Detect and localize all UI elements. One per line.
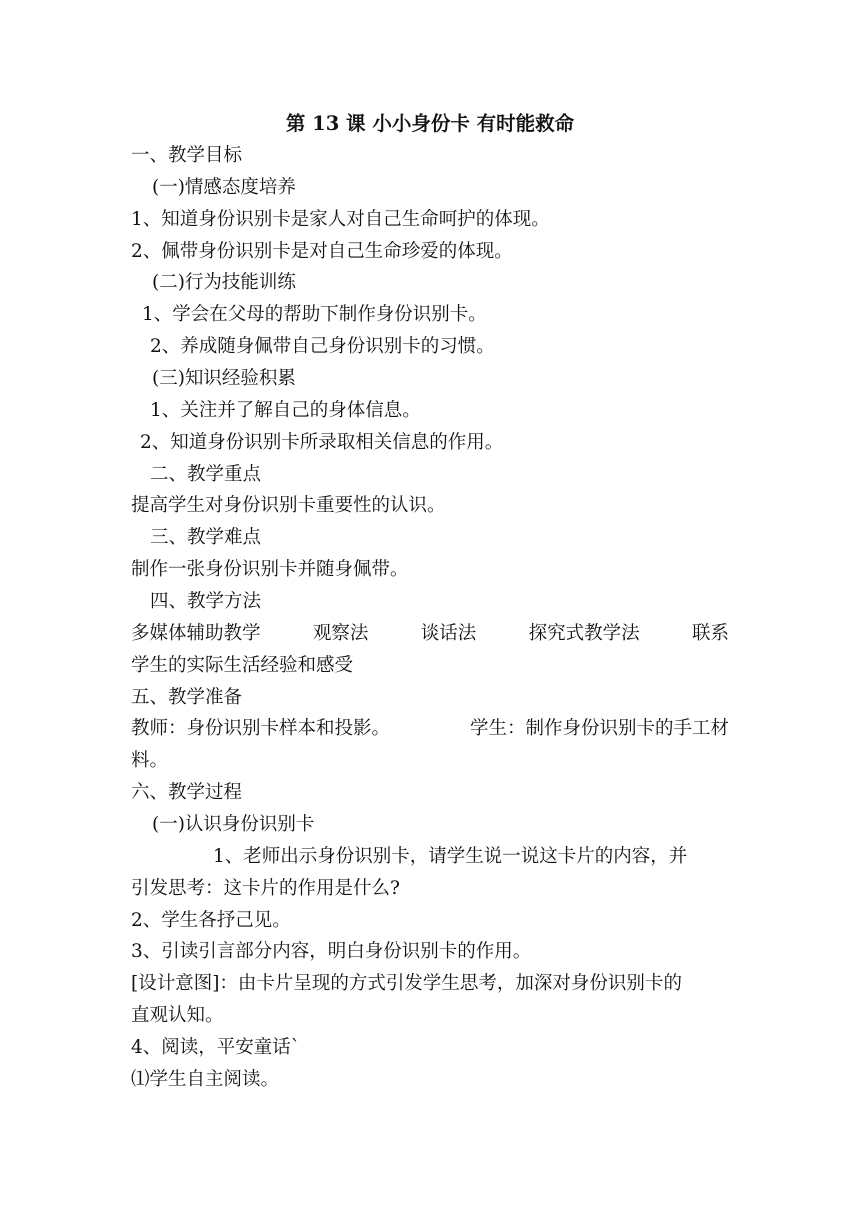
list-item: 3、引读引言部分内容，明白身份识别卡的作用。 — [131, 941, 532, 962]
paragraph: 料。 — [131, 750, 169, 771]
method-item: 探究式教学法 — [528, 623, 640, 644]
method-item: 多媒体辅助教学 — [131, 623, 261, 644]
page-title: 第 13 课 小小身份卡 有时能救命 — [285, 112, 575, 135]
heading-methods: 四、教学方法 — [150, 591, 262, 612]
heading-preparation: 五、教学准备 — [131, 687, 243, 708]
subheading-skills: (二)行为技能训练 — [152, 272, 296, 293]
list-item: 1、关注并了解自己的身体信息。 — [150, 400, 421, 421]
paragraph: 提高学生对身份识别卡重要性的认识。 — [131, 495, 446, 516]
heading-objectives: 一、教学目标 — [131, 145, 243, 166]
heading-process: 六、教学过程 — [131, 782, 243, 803]
method-item: 观察法 — [312, 623, 369, 644]
list-item: 2、知道身份识别卡所录取相关信息的作用。 — [140, 432, 504, 453]
methods-line — [131, 622, 729, 646]
list-item: 1、学会在父母的帮助下制作身份识别卡。 — [142, 304, 487, 325]
heading-key-points: 二、教学重点 — [150, 464, 262, 485]
subheading-attitude: (一)情感态度培养 — [152, 177, 296, 198]
heading-difficulties: 三、教学难点 — [150, 527, 262, 548]
design-intent: [设计意图]：由卡片呈现的方式引发学生思考，加深对身份识别卡的 — [131, 973, 682, 994]
prep-line — [131, 717, 729, 741]
prep-teacher: 教师：身份识别卡样本和投影。 — [131, 718, 391, 739]
list-item: 2、学生各抒己见。 — [131, 910, 291, 931]
method-item: 联系 — [691, 623, 729, 644]
list-item: 1、老师出示身份识别卡，请学生说一说这卡片的内容，并 — [213, 846, 688, 867]
list-item: 2、佩带身份识别卡是对自己生命珍爱的体现。 — [131, 241, 513, 262]
subheading-knowledge: (三)知识经验积累 — [152, 368, 296, 389]
list-item: 2、养成随身佩带自己身份识别卡的习惯。 — [150, 336, 495, 357]
paragraph: 直观认知。 — [131, 1005, 224, 1026]
paragraph: 引发思考：这卡片的作用是什么? — [131, 878, 400, 899]
list-item: ⑴学生自主阅读。 — [131, 1069, 280, 1090]
method-item: 谈话法 — [420, 623, 477, 644]
paragraph: 制作一张身份识别卡并随身佩带。 — [131, 559, 409, 580]
list-item: 1、知道身份识别卡是家人对自己生命呵护的体现。 — [131, 209, 550, 230]
paragraph: 学生的实际生活经验和感受 — [131, 655, 354, 676]
prep-student: 学生：制作身份识别卡的手工材 — [469, 718, 729, 739]
list-item: 4、阅读，平安童话` — [131, 1037, 301, 1058]
subheading-recognize: (一)认识身份识别卡 — [152, 814, 315, 835]
